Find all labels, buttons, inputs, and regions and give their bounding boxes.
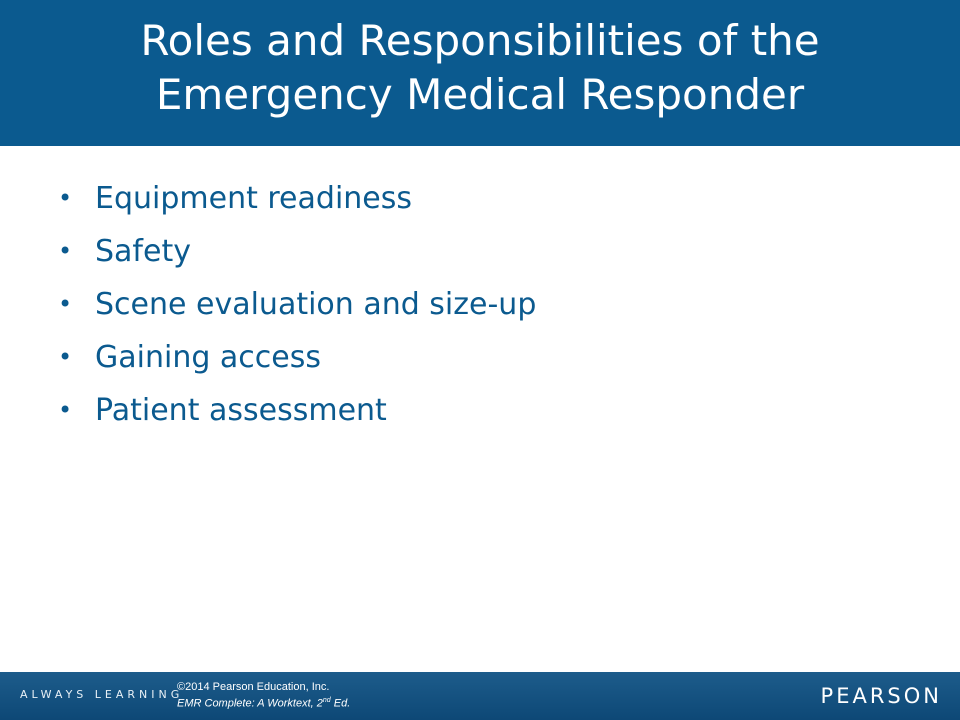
bullet-text: Scene evaluation and size-up: [95, 287, 537, 322]
bullet-point-icon: •: [58, 396, 73, 424]
book-title: EMR Complete: A Worktext: [177, 697, 311, 710]
bullet-item-scene-evaluation: [58, 278, 536, 331]
bullet-text: Gaining access: [95, 340, 321, 375]
always-learning-tagline: ALWAYS LEARNING: [20, 688, 184, 701]
title-banner: [0, 0, 960, 146]
bullet-item-patient-assessment: [58, 384, 536, 437]
bullet-item-equipment-readiness: [58, 172, 536, 225]
bullet-point-icon: •: [58, 343, 73, 371]
book-edition-number: , 2: [310, 697, 323, 710]
pearson-logo: PEARSON: [820, 684, 942, 708]
book-edition-ordinal: nd: [322, 697, 331, 704]
slide-title-line-1: Roles and Responsibilities of the: [140, 16, 820, 65]
bullet-text: Safety: [95, 234, 191, 269]
book-citation: [177, 694, 350, 711]
footer-bar: [0, 672, 960, 720]
bullet-item-safety: [58, 225, 536, 278]
bullet-text: Equipment readiness: [95, 181, 413, 216]
slide-title: [0, 14, 960, 122]
book-edition-suffix: Ed.: [330, 697, 351, 710]
copyright-text: ©2014 Pearson Education, Inc.: [177, 681, 330, 693]
bullet-item-gaining-access: [58, 331, 536, 384]
bullet-text: Patient assessment: [95, 393, 387, 428]
bullet-point-icon: •: [58, 290, 73, 318]
copyright-block: [177, 681, 350, 711]
bullet-point-icon: •: [58, 237, 73, 265]
bullet-list: [58, 172, 536, 437]
bullet-point-icon: •: [58, 184, 73, 212]
slide-title-line-2: Emergency Medical Responder: [155, 70, 805, 119]
